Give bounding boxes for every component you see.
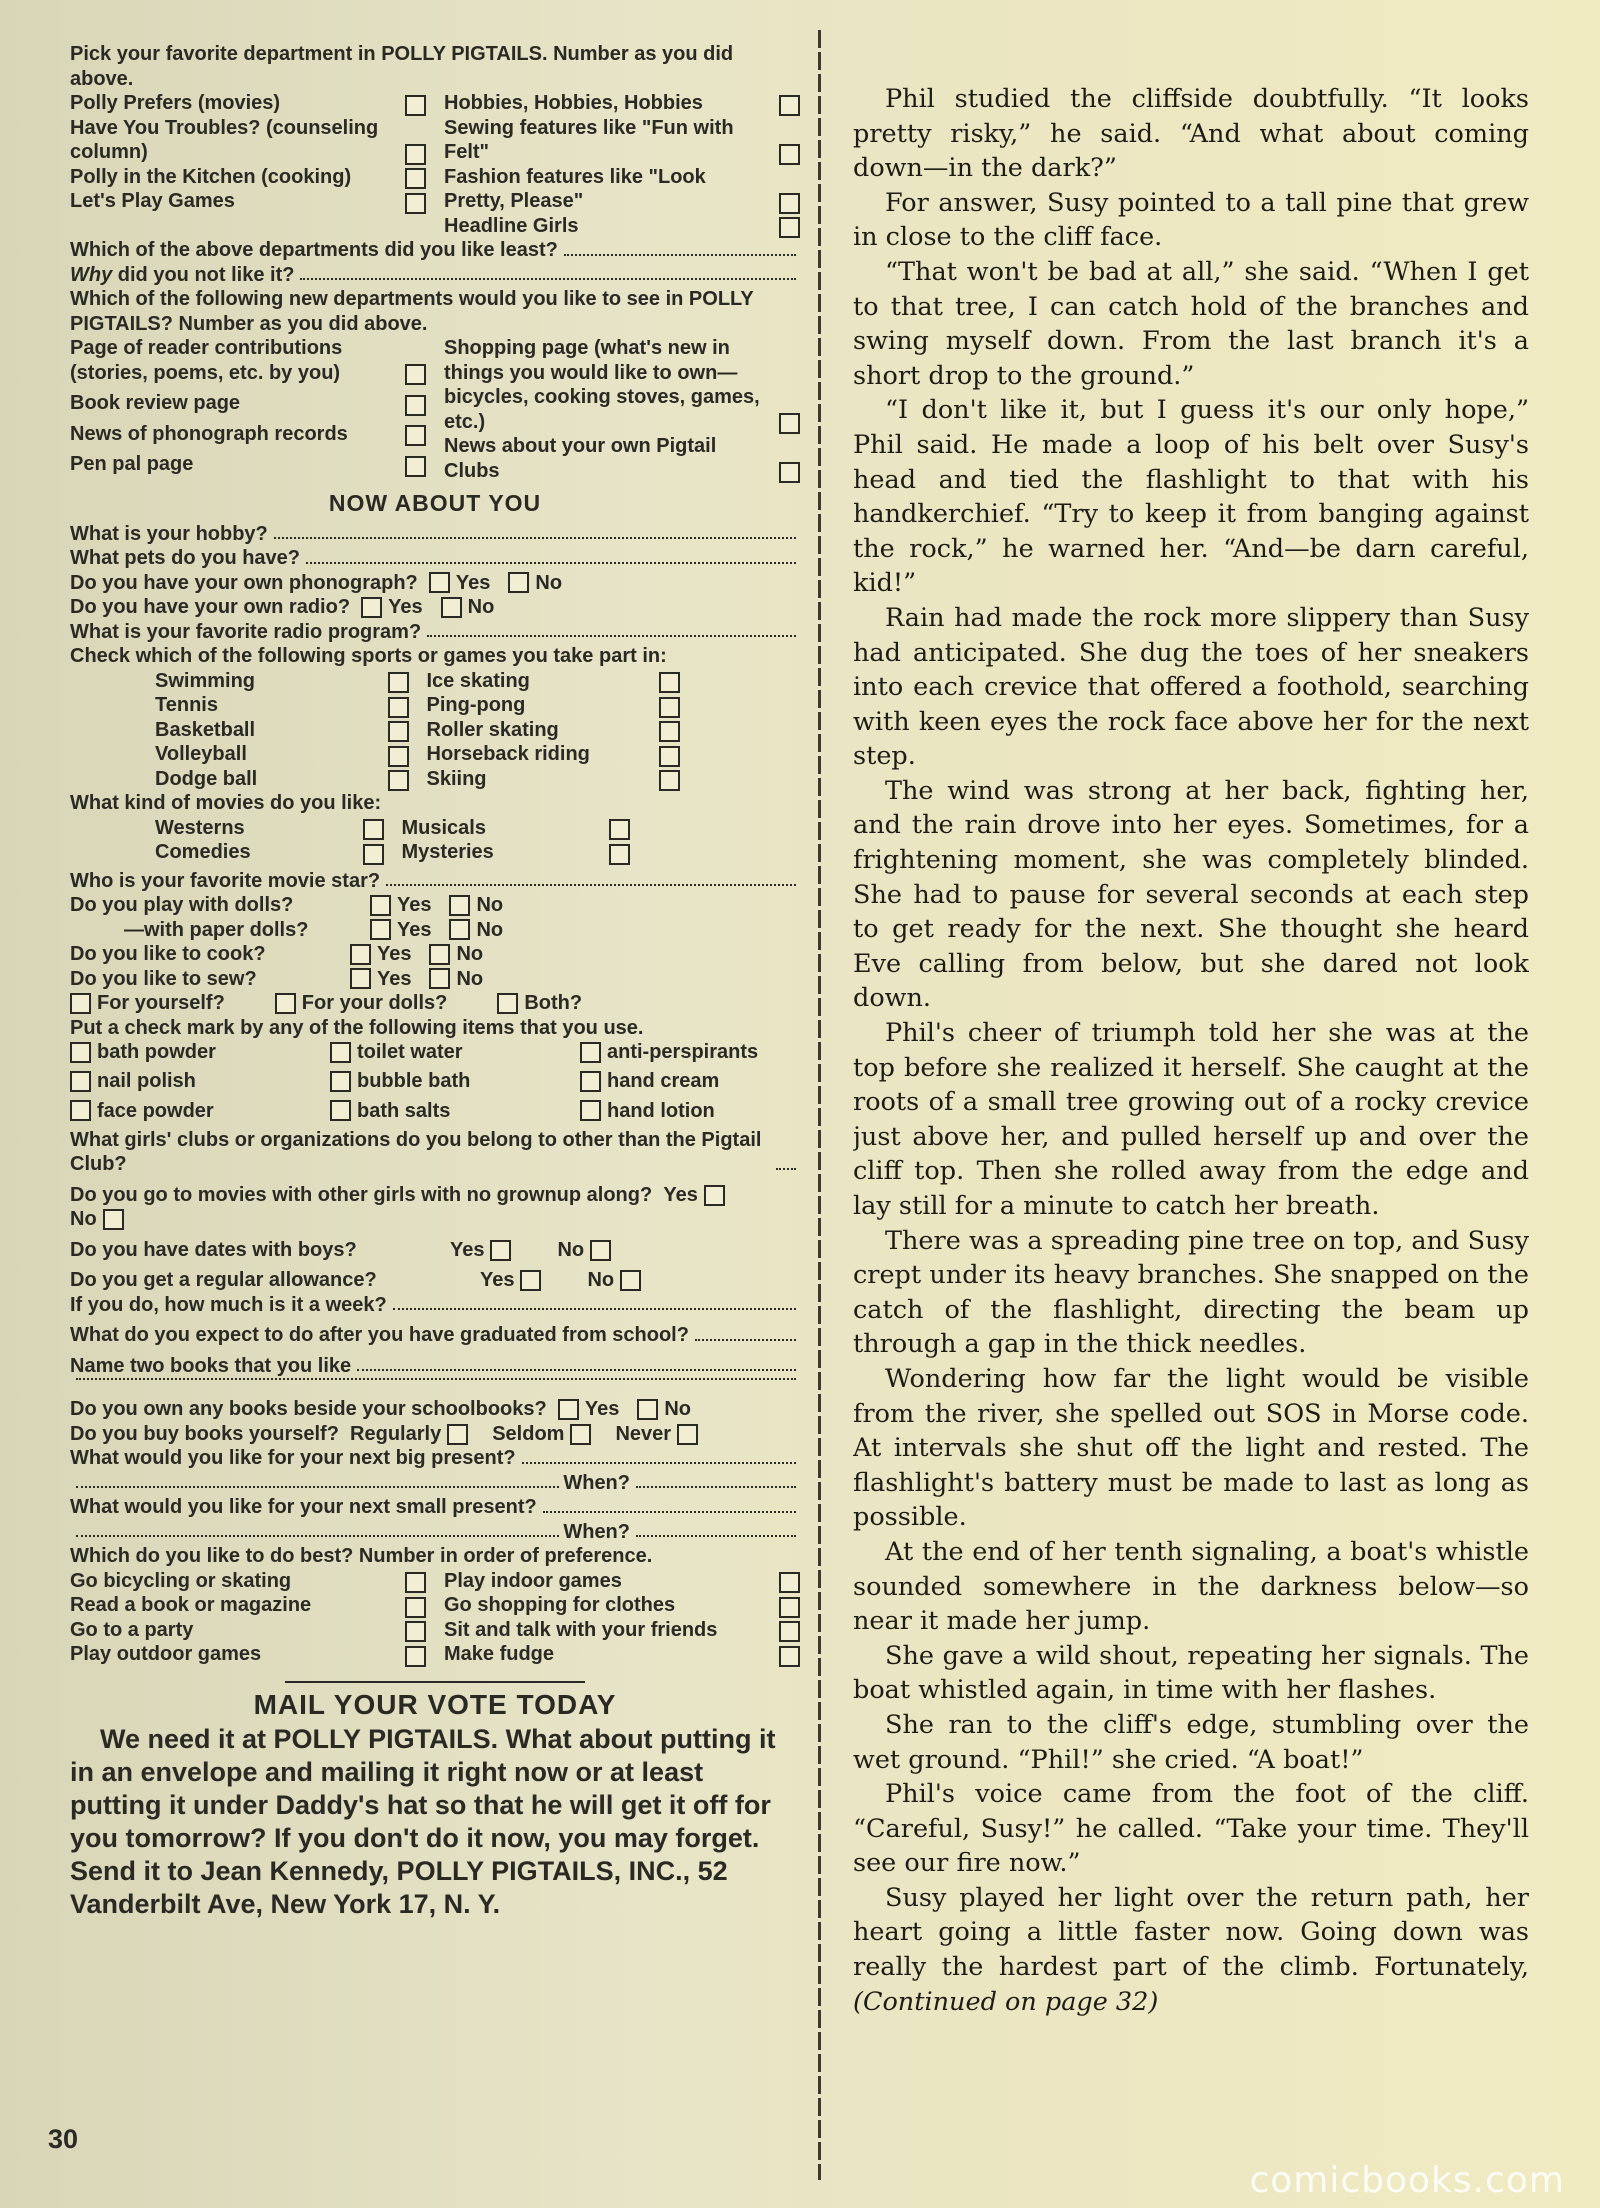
checkbox	[70, 1042, 91, 1063]
checkbox	[405, 95, 426, 116]
question-dates: Do you have dates with boys? Yes No	[70, 1238, 800, 1263]
questionnaire	[70, 42, 800, 2162]
question-own-books: Do you own any books beside your schoolbooks? Yes No	[70, 1398, 692, 1421]
checkbox	[370, 895, 391, 916]
checkbox	[405, 144, 426, 165]
page-number: 30	[48, 2124, 79, 2154]
checkbox	[779, 413, 800, 434]
items-grid: bath powder nail polish face powder toilet water bubble bath bath salts anti-perspirants hand cream hand lotion	[70, 1040, 800, 1128]
question-movies-girls: Do you go to movies with other girls with no grownup along? Yes No	[70, 1183, 800, 1232]
checkbox	[779, 1597, 800, 1618]
checkbox	[620, 1270, 641, 1291]
new-departments-grid	[70, 336, 800, 483]
checkbox	[388, 721, 409, 742]
new-option: Book review page	[70, 391, 426, 416]
checkbox	[405, 1646, 426, 1667]
departments-right	[444, 91, 800, 238]
dept-option: Fashion features like "Look Pretty, Please"	[444, 165, 800, 214]
checkbox	[70, 993, 91, 1014]
checkbox	[70, 1071, 91, 1092]
story-paragraph: Rain had made the rock more slippery than Susy had anticipated. She dug the toes of her sneakers into each crevice that offered a foothold, searching with keen eyes the rock face above her for the next step.	[853, 602, 1529, 772]
question-clubs: What girls' clubs or organizations do you belong to other than the Pigtail Club?	[70, 1128, 800, 1177]
checkbox	[659, 672, 680, 693]
mail-title: MAIL YOUR VOTE TODAY	[253, 1688, 617, 1720]
checkbox	[405, 364, 426, 385]
checkbox	[405, 1597, 426, 1618]
checkbox	[508, 572, 529, 593]
checkbox	[659, 746, 680, 767]
best-grid: Go bicycling or skating Read a book or magazine Go to a party Play outdoor games Play indoor games Go shopping for clothes Sit and talk with your friends Make fudge	[70, 1569, 800, 1667]
section-heading: NOW ABOUT YOU	[328, 490, 542, 516]
checkbox	[447, 1424, 468, 1445]
question-new-departments: Which of the following new departments would you like to see in POLLY PIGTAILS? Number as you did above.	[70, 288, 754, 335]
story-paragraph: At the end of her tenth signaling, a boat's whistle sounded somewhere in the darkness below—so near it made her jump.	[853, 1536, 1529, 1637]
departments-grid	[70, 91, 800, 238]
departments-left	[70, 91, 426, 238]
story-paragraph: The wind was strong at her back, fighting her, and the rain drove into her eyes. Sometimes, for a frightening moment, she was completely blinded. She had to pause for several seconds at each step to get ready for the next. She thought she heard Eve calling from below, but she dared not look down.	[853, 775, 1529, 1014]
sports-left: Swimming Tennis Basketball Volleyball Dodge ball	[155, 669, 409, 792]
sports-grid	[70, 669, 800, 792]
checkbox	[779, 462, 800, 483]
checkbox	[441, 597, 462, 618]
checkbox	[609, 819, 630, 840]
checkbox	[659, 721, 680, 742]
question-cook: Do you like to cook? Yes No	[70, 943, 484, 965]
story-paragraph: For answer, Susy pointed to a tall pine that grew in close to the cliff face.	[853, 187, 1529, 253]
story-paragraph: “I don't like it, but I guess it's our only hope,” Phil said. He made a loop of his belt over Susy's head and tied the flashlight to that with his handkerchief. “Try to keep it from banging against the rock,” he warned her. “And—be darn careful, kid!”	[853, 395, 1529, 599]
dept-option: Polly Prefers (movies)	[70, 91, 426, 116]
question-dolls: Do you play with dolls? Yes No	[70, 894, 504, 916]
question-movies: What kind of movies do you like:	[70, 792, 382, 814]
big-present-when: When?	[70, 1471, 800, 1496]
checkbox	[405, 1621, 426, 1642]
story-paragraph: Phil's cheer of triumph told her she was at the top before she realized it herself. She caught at the roots of a small tree growing out of a rocky crevice just above her, and pulled herself up and over the cliff top. Then she rolled away from the edge and lay still for a minute to catch her breath.	[853, 1018, 1529, 1221]
checkbox	[405, 425, 426, 446]
checkbox	[350, 944, 371, 965]
checkbox	[361, 597, 382, 618]
question-allowance: Do you get a regular allowance? Yes No	[70, 1268, 800, 1293]
question-paper-dolls: —with paper dolls? Yes No	[124, 918, 504, 941]
checkbox	[779, 1572, 800, 1593]
checkbox	[558, 1399, 579, 1420]
checkbox	[779, 193, 800, 214]
dept-option: Let's Play Games	[70, 189, 426, 214]
story-column	[853, 82, 1529, 2122]
checkbox	[779, 1621, 800, 1642]
checkbox	[103, 1209, 124, 1230]
sports-right: Ice skating Ping-pong Roller skating Horseback riding Skiing	[427, 669, 681, 792]
checkbox	[388, 770, 409, 791]
checkbox	[659, 697, 680, 718]
new-option: News of phonograph records	[70, 422, 426, 447]
checkbox	[405, 1572, 426, 1593]
dept-option: Polly in the Kitchen (cooking)	[70, 165, 426, 190]
question-pets: What pets do you have?	[70, 546, 800, 571]
column-divider	[818, 30, 821, 2180]
story-paragraph-last: Susy played her light over the return path, her heart going a little faster now. Going down was really the hardest part of the climb. Fortunately, (Continued on page 32)	[853, 1882, 1529, 2017]
new-option: Shopping page (what's new in things you would like to own—bicycles, cooking stoves, games, etc.)	[444, 336, 800, 434]
checkbox	[330, 1071, 351, 1092]
new-option: Pen pal page	[70, 452, 426, 477]
story-paragraph: Wondering how far the light would be visible from the river, she spelled out SOS in Morse code. At intervals she shut off the light and rested. The flashlight's battery must be made to last as long as possible.	[853, 1363, 1529, 1533]
checkbox	[779, 95, 800, 116]
continued-note: (Continued on page 32)	[853, 1986, 1159, 2017]
checkbox	[704, 1185, 725, 1206]
story-paragraph: There was a spreading pine tree on top, and Susy crept under its heavy branches. She snapped on the catch of the flashlight, directing the beam up through a gap in the thick needles.	[853, 1225, 1529, 1360]
question-two-books: Name two books that you like	[70, 1354, 800, 1379]
question-why: Why did you not like it?	[70, 263, 800, 288]
question-items: Put a check mark by any of the following items that you use.	[70, 1016, 644, 1039]
checkbox	[580, 1100, 601, 1121]
new-option: Page of reader contributions (stories, poems, etc. by you)	[70, 336, 426, 385]
checkbox	[570, 1424, 591, 1445]
checkbox	[350, 968, 371, 989]
books-line	[70, 1378, 800, 1387]
question-sew: Do you like to sew? Yes No	[70, 967, 484, 990]
checkbox	[779, 144, 800, 165]
checkbox	[637, 1399, 658, 1420]
checkbox	[449, 919, 470, 940]
story-paragraph: Phil's voice came from the foot of the cliff. “Careful, Susy!” he called. “Take your time. They'll see our fire now.”	[853, 1779, 1529, 1879]
checkbox	[330, 1042, 351, 1063]
watermark: comicbooks.com	[1249, 2160, 1565, 2201]
new-right	[444, 336, 800, 483]
checkbox	[363, 819, 384, 840]
checkbox	[677, 1424, 698, 1445]
question-least: Which of the above departments did you like least?	[70, 238, 800, 263]
divider-rule	[285, 1681, 585, 1683]
checkbox	[490, 1240, 511, 1261]
checkbox	[449, 895, 470, 916]
checkbox	[429, 968, 450, 989]
checkbox	[580, 1071, 601, 1092]
checkbox	[405, 395, 426, 416]
checkbox	[659, 770, 680, 791]
checkbox	[388, 697, 409, 718]
checkbox	[429, 572, 450, 593]
question-radio: Do you have your own radio? Yes No	[70, 596, 495, 618]
story-paragraph: She gave a wild shout, repeating her signals. The boat whistled again, in time with her flashes.	[853, 1640, 1529, 1706]
checkbox	[388, 672, 409, 693]
question-after-school: What do you expect to do after you have graduated from school?	[70, 1323, 800, 1348]
question-big-present: What would you like for your next big present?	[70, 1446, 800, 1471]
checkbox	[405, 168, 426, 189]
dept-option: Hobbies, Hobbies, Hobbies	[444, 91, 800, 116]
question-sports: Check which of the following sports or games you take part in:	[70, 645, 667, 667]
small-present-when: When?	[70, 1520, 800, 1545]
story-paragraph: “That won't be bad at all,” she said. “When I get to that tree, I can catch hold of the branches and swing myself down. From the last branch it's a short drop to the ground.”	[853, 256, 1529, 391]
checkbox	[779, 1646, 800, 1667]
checkbox	[275, 993, 296, 1014]
dept-option: Headline Girls	[444, 214, 800, 239]
intro-text: Pick your favorite department in POLLY PIGTAILS. Number as you did above.	[70, 43, 734, 90]
question-buy-books: Do you buy books yourself? Regularly Seldom Never	[70, 1422, 800, 1447]
question-sew-for: For yourself? For your dolls? Both?	[70, 991, 800, 1016]
story-paragraph: She ran to the cliff's edge, stumbling over the wet ground. “Phil!” she cried. “A boat!”	[853, 1709, 1529, 1775]
dept-option: Have You Troubles? (counseling column)	[70, 116, 426, 165]
checkbox	[388, 746, 409, 767]
mail-text: We need it at POLLY PIGTAILS. What about putting it in an envelope and mailing it right now or at least putting it under Daddy's hat so that he will get it off for you tomorrow? If you don't do it now, you may forget. Send it to Jean Kennedy, POLLY PIGTAILS, INC., 52 Vanderbilt Ave, New York 17, N. Y.	[70, 1724, 776, 1920]
checkbox	[370, 919, 391, 940]
checkbox	[363, 844, 384, 865]
checkbox	[779, 217, 800, 238]
question-movie-star: Who is your favorite movie star?	[70, 869, 800, 894]
checkbox	[405, 193, 426, 214]
new-left	[70, 336, 426, 483]
checkbox	[429, 944, 450, 965]
new-option: News about your own Pigtail Clubs	[444, 434, 800, 483]
checkbox	[405, 456, 426, 477]
checkbox	[330, 1100, 351, 1121]
question-radio-program: What is your favorite radio program?	[70, 620, 800, 645]
question-hobby: What is your hobby?	[70, 522, 800, 547]
checkbox	[580, 1042, 601, 1063]
question-best: Which do you like to do best? Number in order of preference.	[70, 1545, 653, 1568]
checkbox	[70, 1100, 91, 1121]
dept-option: Sewing features like "Fun with Felt"	[444, 116, 800, 165]
checkbox	[609, 844, 630, 865]
movies-grid: Westerns Comedies Musicals Mysteries	[70, 816, 800, 865]
checkbox	[497, 993, 518, 1014]
question-how-much: If you do, how much is it a week?	[70, 1293, 800, 1318]
checkbox	[590, 1240, 611, 1261]
question-small-present: What would you like for your next small present?	[70, 1495, 800, 1520]
checkbox	[520, 1270, 541, 1291]
question-phonograph: Do you have your own phonograph? Yes No	[70, 571, 563, 594]
story-paragraph: Phil studied the cliffside doubtfully. “It looks pretty risky,” he said. “And what about coming down—in the dark?”	[853, 84, 1529, 184]
